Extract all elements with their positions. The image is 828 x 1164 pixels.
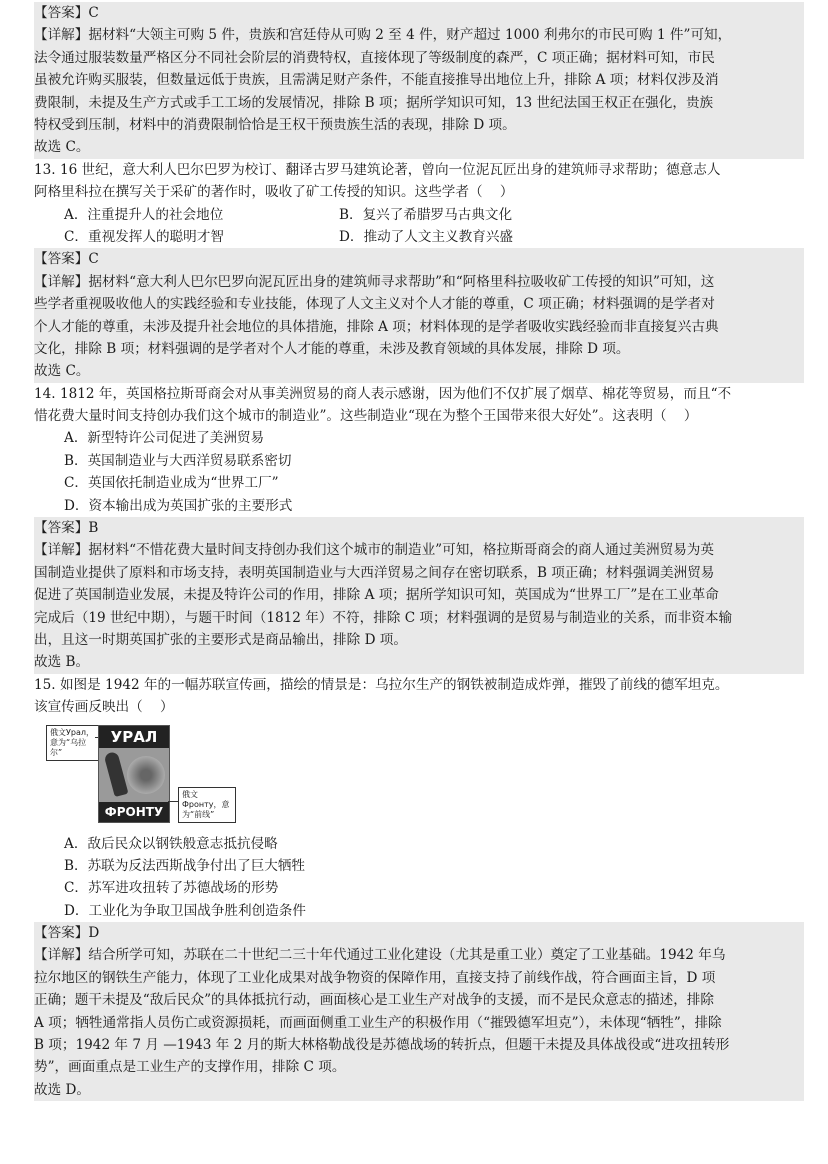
detail-line: 特权受到压制，材料中的消费限制恰恰是王权干预贵族生活的表现，排除 D 项。: [34, 116, 516, 133]
answer-block-13: [34, 248, 804, 382]
question-13: [34, 159, 804, 249]
document-page: [34, 2, 804, 1101]
detail-line: 正确；题干未提及“敌后民众”的具体抵抗行动，画面核心是工业生产对战争的支援，而不是民众意志的描述，排除: [34, 992, 714, 1009]
question-stem: 15. 如图是 1942 年的一幅苏联宣传画，描绘的情景是：乌拉尔生产的钢铁被制造成炸弹，摧毁了前线的德军坦克。: [34, 676, 729, 693]
conclusion: 故选 D。: [34, 1081, 91, 1098]
detail-line: 【详解】据材料“不惜花费大量时间支持创办我们这个城市的制造业”可知，格拉斯哥商会的商人通过美洲贸易为英: [34, 542, 714, 559]
detail-line: 【详解】结合所学可知，苏联在二十世纪二三十年代通过工业化建设（尤其是重工业）奠定了工业基础。1942 年乌: [34, 947, 726, 964]
option-a: A．敌后民众以钢铁般意志抵抗侵略: [64, 835, 278, 852]
option-b: B．复兴了希腊罗马古典文化: [339, 206, 513, 223]
poster-word-front: ФРОНТУ: [99, 802, 169, 822]
detail-line: B 项；1942 年 7 月 —1943 年 2 月的斯大林格勒战役是苏德战场的转折点，但题干未提及具体战役或“进攻扭转形: [34, 1037, 730, 1054]
answer-label: 【答案】C: [34, 251, 99, 268]
answer-label: 【答案】B: [34, 520, 99, 537]
callout-front: 俄文Фронту，意为“前线”: [178, 787, 236, 823]
conclusion: 故选 C。: [34, 363, 90, 380]
detail-line: 完成后（19 世纪中期），与题干时间（1812 年）不符，排除 C 项；材料强调的是贸易与制造业的关系，而非资本输: [34, 609, 733, 626]
detail-line: 促进了英国制造业发展，未提及特许公司的作用，排除 A 项；据所学知识可知，英国成为“世界工厂”是在工业革命: [34, 587, 719, 604]
detail-line: 国制造业提供了原料和市场支持，表明英国制造业与大西洋贸易之间存在密切联系，B 项正确；材料强调美洲贸易: [34, 564, 715, 581]
option-c: C．苏军进攻扭转了苏德战场的形势: [64, 880, 279, 897]
explosion-icon: [127, 756, 165, 794]
detail-line: 拉尔地区的钢铁生产能力，体现了工业化成果对战争物资的保障作用，直接支持了前线作战，符合画面主旨，D 项: [34, 969, 716, 986]
answer-label: 【答案】D: [34, 925, 100, 942]
option-a: A．新型特许公司促进了美洲贸易: [64, 430, 265, 447]
question-14: [34, 383, 804, 517]
option-c: C．英国依托制造业成为“世界工厂”: [64, 475, 279, 492]
detail-line: 【详解】据材料“意大利人巴尔巴罗向泥瓦匠出身的建筑师寻求帮助”和“阿格里科拉吸收矿工传授的知识”可知，这: [34, 273, 715, 290]
answer-block-12: [34, 2, 804, 159]
option-d: D．工业化为争取卫国战争胜利创造条件: [64, 902, 306, 919]
detail-line: 法令通过服装数量严格区分不同社会阶层的消费特权，直接体现了等级制度的森严，C 项正确；据材料可知，市民: [34, 49, 715, 66]
detail-line: 虽被允许购买服装，但数量远低于贵族，且需满足财产条件，不能直接推导出地位上升，排除 A 项；材料仅涉及消: [34, 72, 719, 89]
detail-line: 些学者重视吸收他人的实践经验和专业技能，体现了人文主义对个人才能的尊重，C 项正确；材料强调的是学者对: [34, 296, 715, 313]
propaganda-poster-figure: [40, 723, 804, 831]
option-row: [34, 226, 804, 248]
callout-leader: [168, 801, 178, 802]
poster-word-ural: УРАЛ: [99, 726, 169, 748]
detail-line: 【详解】据材料“大领主可购 5 件，贵族和宫廷侍从可购 2 至 4 件，财产超过 1000 利弗尔的市民可购 1 件”可知，: [34, 27, 732, 44]
option-c: C．重视发挥人的聪明才智: [64, 228, 224, 245]
poster-image: [98, 725, 170, 823]
answer-label: 【答案】C: [34, 5, 99, 21]
conclusion: 故选 C。: [34, 139, 90, 156]
detail-line: 势”，画面重点是工业生产的支撑作用，排除 C 项。: [34, 1059, 346, 1076]
detail-line: 出，且这一时期英国扩张的主要形式是商品输出，排除 D 项。: [34, 631, 407, 648]
option-b: B．苏联为反法西斯战争付出了巨大牺牲: [64, 857, 306, 874]
option-d: D．资本输出成为英国扩张的主要形式: [64, 497, 293, 514]
question-stem: 13. 16 世纪，意大利人巴尔巴罗为校订、翻译古罗马建筑论著，曾向一位泥瓦匠出身的建筑师寻求帮助；德意志人: [34, 161, 721, 178]
question-stem: 阿格里科拉在撰写关于采矿的著作时，吸收了矿工传授的知识。这些学者（ ）: [34, 184, 514, 201]
bomb-icon: [104, 750, 129, 796]
conclusion: 故选 B。: [34, 654, 90, 671]
option-d: D．推动了人文主义教育兴盛: [339, 228, 514, 245]
detail-line: 个人才能的尊重，未涉及提升社会地位的具体措施，排除 A 项；材料体现的是学者吸收实践经验而非直接复兴古典: [34, 318, 719, 335]
question-stem: 惜花费大量时间支持创办我们这个城市的制造业”。这些制造业“现在为整个王国带来很大好处”。这表明（ ）: [34, 408, 698, 425]
option-b: B．英国制造业与大西洋贸易联系密切: [64, 452, 292, 469]
option-a: A．注重提升人的社会地位: [64, 206, 224, 223]
answer-block-14: [34, 517, 804, 674]
question-stem: 14. 1812 年，英国格拉斯哥商会对从事美洲贸易的商人表示感谢，因为他们不仅扩展了烟草、棉花等贸易，而且“不: [34, 385, 732, 402]
option-row: [34, 204, 804, 226]
detail-line: 文化，排除 B 项；材料强调的是学者对个人才能的尊重，未涉及教育领域的具体发展，排除 D 项。: [34, 340, 630, 357]
detail-line: 费限制，未提及生产方式或手工工场的发展情况，排除 B 项；据所学知识可知，13 世纪法国王权正在强化，贵族: [34, 94, 714, 111]
question-15: [34, 674, 804, 922]
answer-block-15: [34, 922, 804, 1101]
detail-line: A 项；牺牲通常指人员伤亡或资源损耗，而画面侧重工业生产的积极作用（“摧毁德军坦克”），未体现“牺牲”，排除: [34, 1014, 722, 1031]
question-stem: 该宣传画反映出（ ）: [34, 699, 174, 716]
callout-ural: 俄文Урал，意为“乌拉尔”: [46, 725, 100, 761]
